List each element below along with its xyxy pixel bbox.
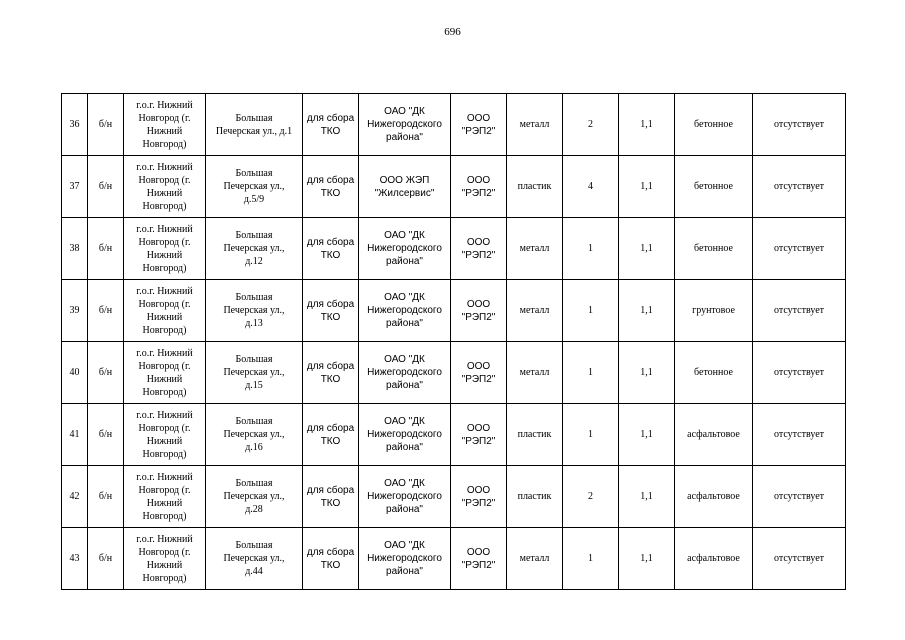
cell-number: 42 [62, 466, 88, 528]
cell-fence: отсутствует [753, 280, 846, 342]
cell-address: Большая Печерская ул., д.5/9 [206, 156, 303, 218]
cell-purpose: для сбора ТКО [303, 218, 359, 280]
cell-address: Большая Печерская ул., д.12 [206, 218, 303, 280]
cell-registry-mark: б/н [88, 466, 124, 528]
cell-purpose: для сбора ТКО [303, 466, 359, 528]
cell-owner: ОАО "ДК Нижегородского района" [359, 342, 451, 404]
cell-container-count: 2 [563, 94, 619, 156]
cell-operator: ООО "РЭП2" [451, 218, 507, 280]
cell-registry-mark: б/н [88, 528, 124, 590]
cell-locality: г.о.г. Нижний Новгород (г. Нижний Новгород) [124, 342, 206, 404]
cell-fence: отсутствует [753, 342, 846, 404]
cell-number: 36 [62, 94, 88, 156]
cell-fence: отсутствует [753, 94, 846, 156]
cell-operator: ООО "РЭП2" [451, 404, 507, 466]
cell-owner: ОАО "ДК Нижегородского района" [359, 528, 451, 590]
cell-purpose: для сбора ТКО [303, 280, 359, 342]
table-row [62, 94, 846, 156]
cell-container-count: 1 [563, 404, 619, 466]
cell-registry-mark: б/н [88, 280, 124, 342]
cell-container-count: 1 [563, 280, 619, 342]
cell-surface: асфальтовое [675, 528, 753, 590]
cell-purpose: для сбора ТКО [303, 94, 359, 156]
registry-table [61, 93, 846, 590]
cell-owner: ОАО "ДК Нижегородского района" [359, 280, 451, 342]
cell-registry-mark: б/н [88, 94, 124, 156]
table-row [62, 404, 846, 466]
cell-volume: 1,1 [619, 280, 675, 342]
cell-purpose: для сбора ТКО [303, 528, 359, 590]
cell-material: металл [507, 342, 563, 404]
cell-locality: г.о.г. Нижний Новгород (г. Нижний Новгород) [124, 466, 206, 528]
cell-purpose: для сбора ТКО [303, 404, 359, 466]
cell-surface: бетонное [675, 218, 753, 280]
table-row [62, 528, 846, 590]
cell-operator: ООО "РЭП2" [451, 342, 507, 404]
cell-number: 37 [62, 156, 88, 218]
cell-locality: г.о.г. Нижний Новгород (г. Нижний Новгород) [124, 218, 206, 280]
cell-number: 39 [62, 280, 88, 342]
cell-surface: асфальтовое [675, 466, 753, 528]
cell-number: 40 [62, 342, 88, 404]
cell-locality: г.о.г. Нижний Новгород (г. Нижний Новгород) [124, 528, 206, 590]
cell-registry-mark: б/н [88, 156, 124, 218]
cell-volume: 1,1 [619, 342, 675, 404]
cell-surface: бетонное [675, 342, 753, 404]
cell-purpose: для сбора ТКО [303, 342, 359, 404]
cell-purpose: для сбора ТКО [303, 156, 359, 218]
cell-volume: 1,1 [619, 94, 675, 156]
cell-owner: ОАО "ДК Нижегородского района" [359, 94, 451, 156]
cell-operator: ООО "РЭП2" [451, 156, 507, 218]
cell-locality: г.о.г. Нижний Новгород (г. Нижний Новгород) [124, 94, 206, 156]
table-row [62, 342, 846, 404]
cell-fence: отсутствует [753, 528, 846, 590]
cell-address: Большая Печерская ул., д.13 [206, 280, 303, 342]
cell-container-count: 1 [563, 528, 619, 590]
cell-surface: асфальтовое [675, 404, 753, 466]
cell-operator: ООО "РЭП2" [451, 280, 507, 342]
cell-operator: ООО "РЭП2" [451, 466, 507, 528]
cell-owner: ОАО "ДК Нижегородского района" [359, 466, 451, 528]
cell-address: Большая Печерская ул., д.28 [206, 466, 303, 528]
cell-material: пластик [507, 156, 563, 218]
cell-number: 38 [62, 218, 88, 280]
cell-material: пластик [507, 466, 563, 528]
cell-volume: 1,1 [619, 466, 675, 528]
table-body [62, 94, 846, 590]
cell-address: Большая Печерская ул., д.15 [206, 342, 303, 404]
cell-owner: ОАО "ДК Нижегородского района" [359, 218, 451, 280]
cell-registry-mark: б/н [88, 218, 124, 280]
cell-material: металл [507, 218, 563, 280]
table-row [62, 218, 846, 280]
cell-volume: 1,1 [619, 156, 675, 218]
cell-number: 43 [62, 528, 88, 590]
cell-locality: г.о.г. Нижний Новгород (г. Нижний Новгород) [124, 404, 206, 466]
cell-address: Большая Печерская ул., д.44 [206, 528, 303, 590]
table-row [62, 280, 846, 342]
cell-surface: бетонное [675, 94, 753, 156]
table-row [62, 466, 846, 528]
cell-address: Большая Печерская ул., д.1 [206, 94, 303, 156]
cell-fence: отсутствует [753, 466, 846, 528]
cell-material: металл [507, 94, 563, 156]
cell-fence: отсутствует [753, 218, 846, 280]
cell-surface: грунтовое [675, 280, 753, 342]
cell-address: Большая Печерская ул., д.16 [206, 404, 303, 466]
cell-surface: бетонное [675, 156, 753, 218]
cell-volume: 1,1 [619, 528, 675, 590]
cell-container-count: 2 [563, 466, 619, 528]
cell-fence: отсутствует [753, 156, 846, 218]
cell-material: пластик [507, 404, 563, 466]
cell-container-count: 1 [563, 342, 619, 404]
cell-registry-mark: б/н [88, 404, 124, 466]
page-number: 696 [444, 26, 461, 38]
cell-container-count: 4 [563, 156, 619, 218]
cell-registry-mark: б/н [88, 342, 124, 404]
cell-owner: ОАО "ДК Нижегородского района" [359, 404, 451, 466]
cell-container-count: 1 [563, 218, 619, 280]
cell-operator: ООО "РЭП2" [451, 528, 507, 590]
cell-fence: отсутствует [753, 404, 846, 466]
cell-locality: г.о.г. Нижний Новгород (г. Нижний Новгород) [124, 156, 206, 218]
cell-locality: г.о.г. Нижний Новгород (г. Нижний Новгород) [124, 280, 206, 342]
cell-volume: 1,1 [619, 404, 675, 466]
cell-material: металл [507, 528, 563, 590]
table-row [62, 156, 846, 218]
cell-operator: ООО "РЭП2" [451, 94, 507, 156]
cell-material: металл [507, 280, 563, 342]
cell-owner: ООО ЖЭП "Жилсервис" [359, 156, 451, 218]
cell-volume: 1,1 [619, 218, 675, 280]
cell-number: 41 [62, 404, 88, 466]
